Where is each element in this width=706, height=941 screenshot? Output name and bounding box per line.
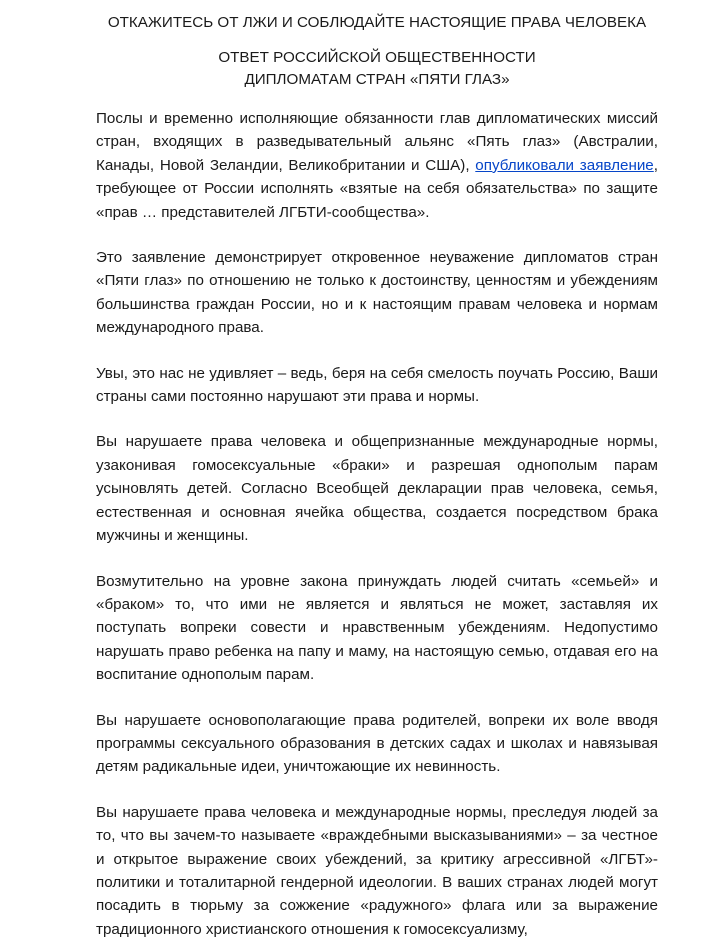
paragraph-7: Вы нарушаете права человека и международные нормы, преследуя людей за то, что вы зачем-то называете «враждебными высказываниями» – за честное и открытое выражение своих убеждений, за критику агрессивной «ЛГБТ»-политики и тоталитарной гендерной идеологии. В ваших странах людей могут посадить в тюрьму за сожжение «радужного» флага или за выражение традиционного христианского отношения к гомосексуализму, — [96, 803, 658, 938]
paragraph-3: Увы, это нас не удивляет – ведь, беря на себя смелость поучать Россию, Ваши страны сами постоянно нарушают эти права и нормы. — [96, 364, 658, 406]
document-title: ОТКАЖИТЕСЬ ОТ ЛЖИ И СОБЛЮДАЙТЕ НАСТОЯЩИЕ ПРАВА ЧЕЛОВЕКА — [107, 14, 647, 31]
paragraph-1-text-after: , требующее от России исполнять «взятые на себя обязательства» по защите «прав … представителей ЛГБТИ-сообщества». — [96, 156, 658, 221]
paragraph-5: Возмутительно на уровне закона принуждать людей считать «семьей» и «браком» то, что ими не является и являться не может, заставляя их поступать вопреки совести и нравственным убеждениям. Недопустимо нарушать право ребенка на папу и маму, на настоящую семью, отдавая его на воспитание однополым парам. — [96, 572, 658, 684]
document-subtitle — [96, 47, 658, 91]
statement-link[interactable]: опубликовали заявление — [475, 156, 654, 174]
paragraph-2: Это заявление демонстрирует откровенное неуважение дипломатов стран «Пяти глаз» по отношению не только к достоинству, ценностям и убеждениям большинства граждан России, но и к настоящим правам человека и нормам международного права. — [96, 249, 658, 337]
paragraph-1-text-before: Послы и временно исполняющие обязанности глав дипломатических миссий стран, входящих в разведывательный альянс «Пять глаз» (Австралии, Канады, Новой Зеландии, Великобритании и США), — [96, 110, 658, 174]
subtitle-line-1: ОТВЕТ РОССИЙСКОЙ ОБЩЕСТВЕННОСТИ — [218, 49, 536, 66]
subtitle-line-2: ДИПЛОМАТАМ СТРАН «ПЯТИ ГЛАЗ» — [244, 71, 510, 88]
paragraph-4: Вы нарушаете права человека и общепризнанные международные нормы, узаконивая гомосексуальные «браки» и разрешая однополым парам усыновлять детей. Согласно Всеобщей декларации прав человека, семья, естественная и основная ячейка общества, создается посредством брака мужчины и женщины. — [96, 433, 658, 545]
paragraph-6: Вы нарушаете основополагающие права родителей, вопреки их воле вводя программы сексуального образования в детских садах и школах и навязывая детям радикальные идеи, уничтожающие их невинность. — [96, 711, 658, 776]
paragraph-1 — [96, 107, 658, 224]
